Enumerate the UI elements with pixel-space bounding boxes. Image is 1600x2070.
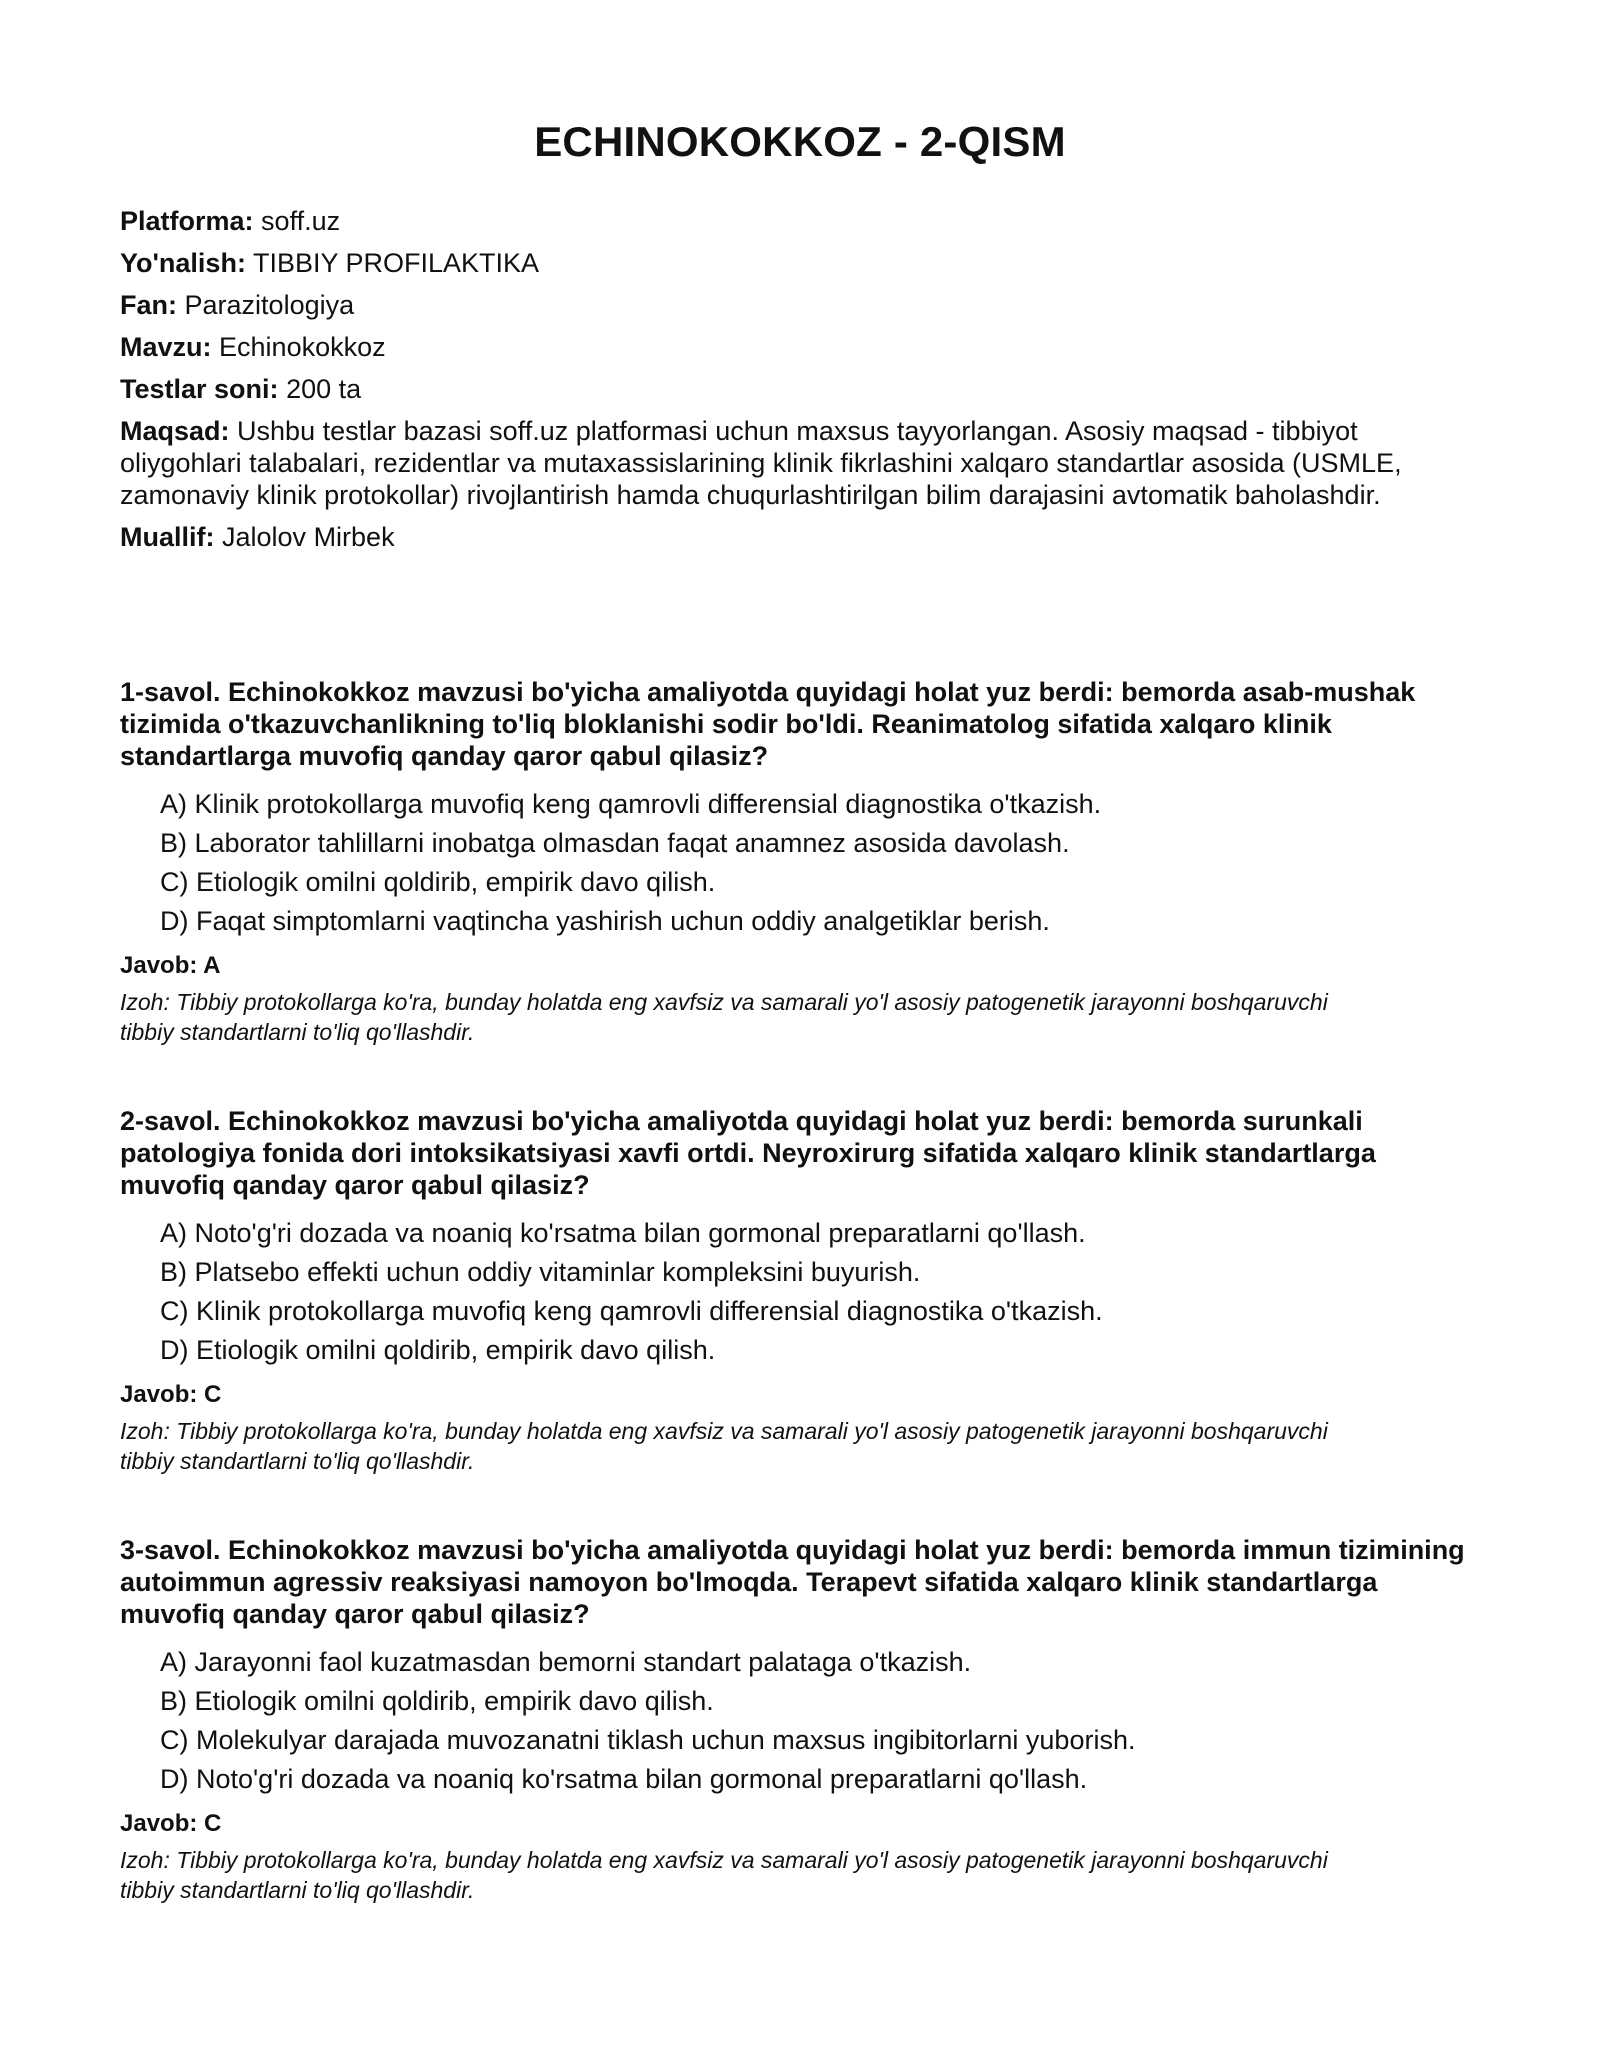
option-d: D) Faqat simptomlarni vaqtincha yashirish uchun oddiy analgetiklar berish. [160, 906, 1050, 936]
meta-platforma [120, 205, 1480, 237]
option-b: B) Etiologik omilni qoldirib, empirik davo qilish. [160, 1686, 714, 1716]
meta-label: Testlar soni: [120, 374, 279, 404]
answer: Javob: C [120, 1381, 222, 1408]
question-1 [120, 676, 1480, 1047]
explanation: Izoh: Tibbiy protokollarga ko'ra, bunday holatda eng xavfsiz va samarali yo'l asosiy patogenetik jarayonni boshqaruvchi tibbiy standartlarni to'liq qo'llashdir. [120, 989, 1328, 1045]
meta-value: Parazitologiya [184, 290, 355, 320]
document-meta [120, 205, 1480, 563]
meta-yonalish [120, 247, 1480, 279]
meta-value: soff.uz [261, 206, 341, 236]
meta-label: Platforma: [120, 206, 254, 236]
option-d: D) Noto'g'ri dozada va noaniq ko'rsatma bilan gormonal preparatlarni qo'llash. [160, 1764, 1088, 1794]
option-a: A) Jarayonni faol kuzatmasdan bemorni standart palataga o'tkazish. [160, 1647, 972, 1677]
question-2 [120, 1105, 1480, 1476]
option-b: B) Laborator tahlillarni inobatga olmasdan faqat anamnez asosida davolash. [160, 828, 1070, 858]
meta-label: Mavzu: [120, 332, 212, 362]
option-b: B) Platsebo effekti uchun oddiy vitaminlar kompleksini buyurish. [160, 1257, 921, 1287]
option-c: C) Molekulyar darajada muvozanatni tiklash uchun maxsus ingibitorlarni yuborish. [160, 1725, 1136, 1755]
meta-value: Ushbu testlar bazasi soff.uz platformasi uchun maxsus tayyorlangan. Asosiy maqsad - tibbiyot oliygohlari talabalari, rezidentlar va mutaxassislarining klinik fikrlashini xalqaro standartlar asosida (USMLE, zamonaviy klinik protokollar) rivojlantirish hamda chuqurlashtirilgan bilim darajasini avtomatik baholashdir. [120, 416, 1402, 510]
answer: Javob: A [120, 952, 221, 979]
answer: Javob: C [120, 1810, 222, 1837]
meta-label: Yo'nalish: [120, 248, 246, 278]
question-text: 2-savol. Echinokokkoz mavzusi bo'yicha amaliyotda quyidagi holat yuz berdi: bemorda surunkali patologiya fonida dori intoksikatsiyasi xavfi ortdi. Neyroxirurg sifatida xalqaro klinik standartlarga muvofiq qanday qaror qabul qilasiz? [120, 1106, 1376, 1200]
option-a: A) Klinik protokollarga muvofiq keng qamrovli differensial diagnostika o'tkazish. [160, 789, 1102, 819]
meta-muallif [120, 521, 1480, 553]
document-title: ECHINOKOKKOZ - 2-QISM [534, 118, 1066, 165]
explanation: Izoh: Tibbiy protokollarga ko'ra, bunday holatda eng xavfsiz va samarali yo'l asosiy patogenetik jarayonni boshqaruvchi tibbiy standartlarni to'liq qo'llashdir. [120, 1847, 1328, 1903]
meta-label: Muallif: [120, 522, 215, 552]
meta-mavzu [120, 331, 1480, 363]
meta-label: Fan: [120, 290, 177, 320]
option-list [120, 1217, 1480, 1366]
meta-value: Echinokokkoz [219, 332, 386, 362]
meta-testlar-soni [120, 373, 1480, 405]
explanation: Izoh: Tibbiy protokollarga ko'ra, bunday holatda eng xavfsiz va samarali yo'l asosiy patogenetik jarayonni boshqaruvchi tibbiy standartlarni to'liq qo'llashdir. [120, 1418, 1328, 1474]
question-text: 3-savol. Echinokokkoz mavzusi bo'yicha amaliyotda quyidagi holat yuz berdi: bemorda immun tizimining autoimmun agressiv reaksiyasi namoyon bo'lmoqda. Terapevt sifatida xalqaro klinik standartlarga muvofiq qanday qaror qabul qilasiz? [120, 1535, 1465, 1629]
meta-value: Jalolov Mirbek [222, 522, 395, 552]
question-3 [120, 1534, 1480, 1905]
meta-label: Maqsad: [120, 416, 230, 446]
meta-value: TIBBIY PROFILAKTIKA [252, 248, 540, 278]
meta-value: 200 ta [286, 374, 362, 404]
option-list [120, 1646, 1480, 1795]
option-a: A) Noto'g'ri dozada va noaniq ko'rsatma bilan gormonal preparatlarni qo'llash. [160, 1218, 1086, 1248]
question-list [120, 676, 1480, 1963]
option-c: C) Etiologik omilni qoldirib, empirik davo qilish. [160, 867, 716, 897]
option-d: D) Etiologik omilni qoldirib, empirik davo qilish. [160, 1335, 716, 1365]
option-list [120, 788, 1480, 937]
meta-fan [120, 289, 1480, 321]
option-c: C) Klinik protokollarga muvofiq keng qamrovli differensial diagnostika o'tkazish. [160, 1296, 1103, 1326]
meta-maqsad [120, 415, 1480, 511]
question-text: 1-savol. Echinokokkoz mavzusi bo'yicha amaliyotda quyidagi holat yuz berdi: bemorda asab-mushak tizimida o'tkazuvchanlikning to'liq bloklanishi sodir bo'ldi. Reanimatolog sifatida xalqaro klinik standartlarga muvofiq qanday qaror qabul qilasiz? [120, 677, 1416, 771]
